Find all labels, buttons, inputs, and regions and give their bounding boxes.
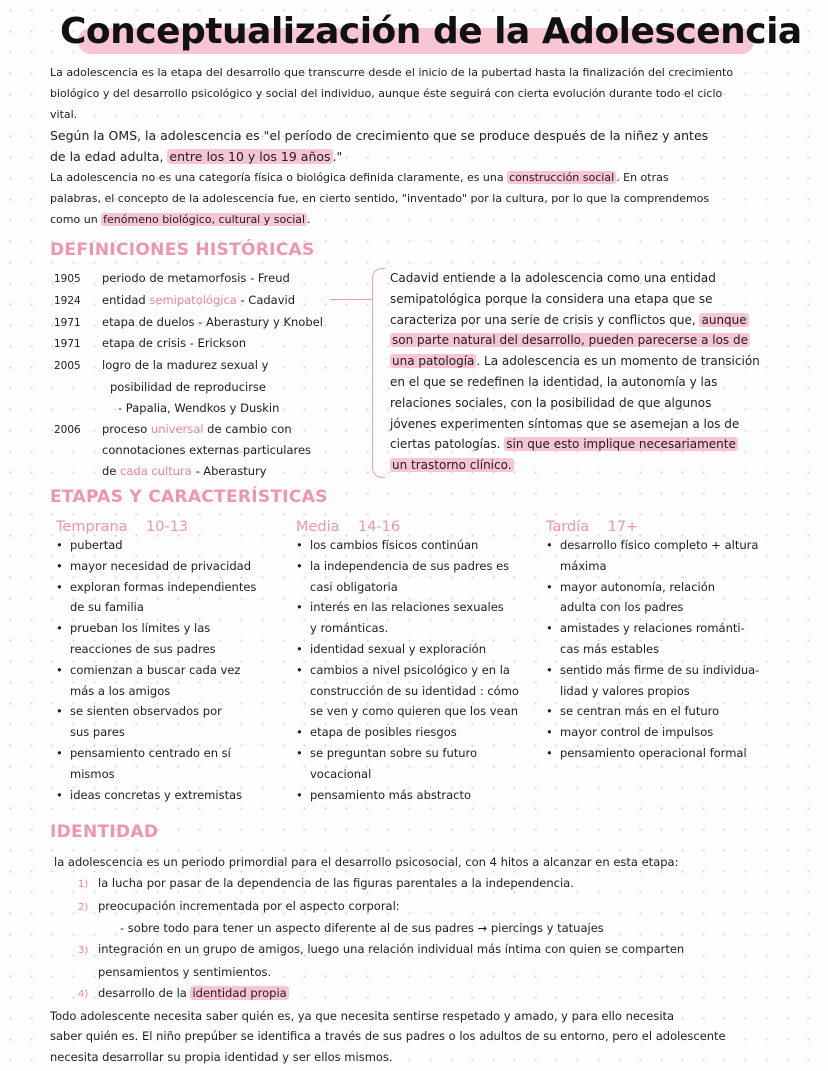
- intro-line: [50, 146, 810, 167]
- note-highlight: una patología: [392, 354, 475, 369]
- stage-early-header: [56, 519, 281, 535]
- intro-paragraph-3: [50, 167, 810, 230]
- timeline-text: de cambio con: [203, 421, 292, 436]
- item-text: pensamientos y sentimientos.: [98, 964, 272, 979]
- item-number: 4): [78, 988, 89, 1000]
- item-number: 2): [78, 901, 89, 913]
- stage-item-line: • sentido más firme de su individua-: [560, 662, 760, 677]
- closing-line: Todo adolescente necesita saber quién es, ya que necesita sentirse respetado y amado, y para ello necesita: [50, 1008, 675, 1023]
- text-run: . En otras: [616, 171, 669, 184]
- stage-item: [546, 660, 796, 702]
- timeline-row: [54, 312, 374, 334]
- stage-item-line: • desarrollo físico completo + altura: [560, 538, 759, 552]
- timeline-row: [54, 377, 374, 398]
- stage-item-line: construcción de su identidad : cómo: [310, 683, 519, 698]
- note-line: [390, 351, 810, 372]
- note-line: [390, 330, 810, 351]
- identity-item-2: [54, 896, 814, 919]
- stage-late-header: [546, 519, 796, 535]
- item-number: 1): [78, 878, 89, 890]
- stage-item-line: • pensamiento más abstracto: [310, 787, 472, 802]
- timeline-pink-word: cada cultura: [120, 464, 192, 479]
- stage-item-line: • la independencia de sus padres es: [310, 558, 510, 573]
- stage-item-line: más a los amigos: [70, 683, 171, 698]
- stage-age: 14-16: [358, 519, 401, 535]
- heading-identidad: IDENTIDAD: [50, 822, 159, 842]
- stage-early: [56, 519, 281, 805]
- item-text: - sobre todo para tener un aspecto diferente al de sus padres → piercings y tatuajes: [120, 921, 604, 936]
- timeline-text: entidad: [102, 292, 150, 307]
- timeline-pink-word: universal: [150, 421, 204, 436]
- text-run: como un: [50, 213, 102, 226]
- stage-item: [296, 535, 536, 556]
- timeline-year: 1905: [54, 273, 81, 285]
- stage-item-line: sus pares: [70, 725, 125, 740]
- stage-item-line: • cambios a nivel psicológico y en la: [310, 662, 510, 677]
- timeline-row: [54, 461, 374, 482]
- identity-lead: la adolescencia es un periodo primordial para el desarrollo psicosocial, con 4 hitos a alcanzar en esta etapa:: [54, 855, 679, 869]
- page-title: Conceptualización de la Adolescencia: [60, 11, 802, 52]
- note-line: [390, 455, 810, 476]
- intro-paragraph-2: [50, 125, 810, 167]
- stage-item: [56, 618, 281, 660]
- stage-item: [296, 639, 536, 660]
- stage-item-line: cas más estables: [560, 641, 660, 656]
- stage-item-line: • mayor necesidad de privacidad: [70, 558, 251, 573]
- stage-item-line: • mayor autonomía, relación: [560, 579, 716, 594]
- stage-item: [546, 535, 796, 577]
- stage-item-line: • mayor control de impulsos: [560, 725, 714, 740]
- stage-item: [546, 577, 796, 619]
- item-text: desarrollo de la: [98, 985, 191, 1000]
- stage-item-line: • exploran formas independientes: [70, 579, 257, 594]
- timeline-text: etapa de duelos - Aberastury y Knobel: [102, 314, 323, 329]
- stage-item: [546, 618, 796, 660]
- note-highlight: sin que esto implique necesariamente: [506, 437, 736, 452]
- stage-item-line: se ven y como quieren que los vean: [310, 704, 519, 719]
- note-highlight: aunque: [701, 312, 747, 327]
- stage-middle-list: [296, 535, 536, 805]
- stage-item-line: • interés en las relaciones sexuales: [310, 600, 504, 615]
- note-highlight: un trastorno clínico.: [392, 458, 512, 473]
- stage-name: Temprana: [56, 519, 128, 535]
- historical-timeline: [54, 268, 374, 482]
- timeline-row: [54, 290, 374, 312]
- timeline-row: [54, 419, 374, 441]
- stage-item-line: mismos: [70, 766, 115, 781]
- closing-line: necesita desarrollar su propia identidad y ser ellos mismos.: [50, 1050, 393, 1065]
- note-line: jóvenes experimenten síntomas que se asemejan a los de: [390, 416, 740, 431]
- stage-item-line: reacciones de sus padres: [70, 641, 216, 656]
- highlight-fenomeno: fenómeno biológico, cultural y social: [103, 213, 306, 226]
- intro-line: biológico y del desarrollo psicológico y social del individuo, aunque éste seguirá con cierta evolución durante todo el ciclo: [50, 87, 723, 100]
- note-line: Cadavid entiende a la adolescencia como una entidad: [390, 271, 716, 285]
- intro-line: [50, 209, 810, 230]
- stage-item: [296, 785, 536, 806]
- stage-item-line: y románticas.: [310, 621, 389, 636]
- note-line: semipatológica porque la considera una etapa que se: [390, 291, 713, 306]
- timeline-year: 1924: [54, 294, 81, 307]
- timeline-row: [54, 333, 374, 355]
- item-text: integración en un grupo de amigos, luego una relación individual más íntima con quien se comparten: [98, 942, 685, 957]
- title-banner: [60, 6, 802, 62]
- timeline-text: etapa de crisis - Erickson: [102, 336, 247, 351]
- timeline-text: - Papalia, Wendkos y Duskin: [118, 400, 280, 415]
- connector-line: [330, 299, 372, 300]
- stage-item: [56, 785, 281, 806]
- intro-line: Según la OMS, la adolescencia es "el período de crecimiento que se produce después de la niñez y antes: [50, 128, 709, 143]
- timeline-year: 1971: [54, 338, 81, 351]
- stage-late-list: [546, 535, 796, 764]
- stage-name: Media: [296, 519, 340, 535]
- stage-item-line: • se centran más en el futuro: [560, 704, 720, 719]
- timeline-text: periodo de metamorfosis - Freud: [102, 271, 290, 285]
- stage-item: [56, 660, 281, 702]
- highlight-construccion-social: construcción social: [509, 171, 615, 184]
- timeline-row: [54, 268, 374, 290]
- timeline-year: 2006: [54, 423, 81, 436]
- stage-late: [546, 519, 796, 764]
- stage-item-line: vocacional: [310, 766, 372, 781]
- stage-item: [546, 722, 796, 743]
- stage-item-line: • pensamiento operacional formal: [560, 745, 747, 760]
- heading-etapas: ETAPAS Y CARACTERÍSTICAS: [50, 487, 328, 507]
- stage-item-line: lidad y valores propios: [560, 683, 690, 698]
- stage-item: [296, 597, 536, 639]
- stage-item-line: • ideas concretas y extremistas: [70, 787, 243, 802]
- stage-item-line: • amistades y relaciones románti-: [560, 621, 745, 636]
- stage-item: [56, 556, 281, 577]
- stage-item: [56, 743, 281, 785]
- identity-section: [50, 852, 814, 1068]
- note-line: [390, 434, 810, 455]
- text-run: . La adolescencia es un momento de transición: [476, 354, 760, 369]
- stage-item: [56, 701, 281, 743]
- timeline-year: 1971: [54, 316, 81, 329]
- stage-item: [296, 722, 536, 743]
- timeline-text: - Cadavid: [236, 292, 296, 307]
- heading-definiciones: DEFINICIONES HISTÓRICAS: [50, 240, 315, 260]
- item-text: la lucha por pasar de la dependencia de las figuras parentales a la independencia.: [98, 875, 574, 890]
- identity-item-2-sub: [54, 918, 814, 939]
- stage-item-line: adulta con los padres: [560, 600, 684, 615]
- stage-item-line: • identidad sexual y exploración: [310, 641, 487, 656]
- timeline-text: posibilidad de reproducirse: [110, 379, 267, 394]
- stage-item: [546, 743, 796, 764]
- intro-line: vital.: [50, 108, 78, 121]
- stage-item: [546, 701, 796, 722]
- stage-item-line: • se preguntan sobre su futuro: [310, 745, 478, 760]
- stage-item: [296, 660, 536, 722]
- intro-paragraph-1: [50, 62, 790, 125]
- highlight-age-range: entre los 10 y los 19 años: [169, 149, 331, 164]
- timeline-text: de: [102, 464, 121, 479]
- stage-middle-header: [296, 519, 536, 535]
- timeline-pink-word: semipatológica: [149, 292, 237, 307]
- text-run: .": [332, 149, 343, 164]
- stage-item-line: máxima: [560, 558, 607, 573]
- stage-early-list: [56, 535, 281, 805]
- identity-item-3-cont: [54, 962, 814, 983]
- timeline-row: [54, 440, 374, 461]
- stage-age: 10-13: [146, 519, 189, 535]
- stage-item-line: • pubertad: [70, 538, 123, 552]
- stage-item-line: • prueban los límites y las: [70, 621, 211, 636]
- intro-line: palabras, el concepto de la adolescencia fue, en cierto sentido, "inventado" por la cultura, por lo que la comprendemos: [50, 192, 710, 205]
- stage-item: [296, 743, 536, 785]
- closing-line: saber quién es. El niño prepúber se identifica a través de sus padres o los adultos de su entorno, pero el adolescente: [50, 1029, 726, 1044]
- stage-item-line: • pensamiento centrado en sí: [70, 745, 231, 760]
- intro-line: [50, 167, 810, 188]
- stage-name: Tardía: [546, 519, 590, 535]
- timeline-text: - Aberastury: [191, 464, 267, 479]
- note-highlight: son parte natural del desarrollo, pueden parecerse a los de: [392, 333, 748, 348]
- text-run: de la edad adulta,: [50, 149, 168, 164]
- note-line: relaciones sociales, con la posibilidad de que algunos: [390, 395, 712, 410]
- note-line: [390, 310, 810, 331]
- stage-item: [56, 577, 281, 619]
- timeline-year: 2005: [54, 360, 81, 373]
- stage-age: 17+: [607, 519, 639, 535]
- timeline-text: connotaciones externas particulares: [102, 443, 312, 458]
- timeline-text: proceso: [102, 421, 151, 436]
- timeline-text: logro de la madurez sexual y: [102, 358, 269, 373]
- item-text: preocupación incrementada por el aspecto corporal:: [98, 898, 400, 913]
- identity-item-1: [54, 873, 814, 896]
- identity-item-4: [54, 983, 814, 1006]
- stage-middle: [296, 519, 536, 805]
- text-run: caracteriza por una serie de crisis y conflictos que,: [390, 312, 700, 327]
- stage-item-line: • etapa de posibles riesgos: [310, 725, 457, 740]
- note-bracket: [372, 268, 385, 478]
- highlight-identidad-propia: identidad propia: [192, 985, 287, 1000]
- stage-item-line: • los cambios físicos continúan: [310, 538, 479, 552]
- stage-item-line: • comienzan a buscar cada vez: [70, 662, 241, 677]
- stage-item-line: casi obligatoria: [310, 579, 398, 594]
- stage-item: [56, 535, 281, 556]
- text-run: La adolescencia no es una categoría física o biológica definida claramente, es una: [50, 171, 508, 184]
- timeline-row: [54, 355, 374, 377]
- stage-item-line: de su familia: [70, 600, 144, 615]
- stage-item-line: • se sienten observados por: [70, 704, 222, 719]
- item-number: 3): [78, 945, 89, 957]
- intro-line: La adolescencia es la etapa del desarrollo que transcurre desde el inicio de la pubertad hasta la finalización del crecimiento: [50, 66, 734, 79]
- text-run: .: [307, 213, 311, 226]
- cadavid-note: [390, 268, 810, 476]
- note-line: en el que se redefinen la identidad, la autonomía y las: [390, 374, 718, 389]
- text-run: ciertas patologías.: [390, 437, 505, 452]
- timeline-row: [54, 398, 374, 419]
- identity-item-3: [54, 939, 814, 962]
- stage-item: [296, 556, 536, 598]
